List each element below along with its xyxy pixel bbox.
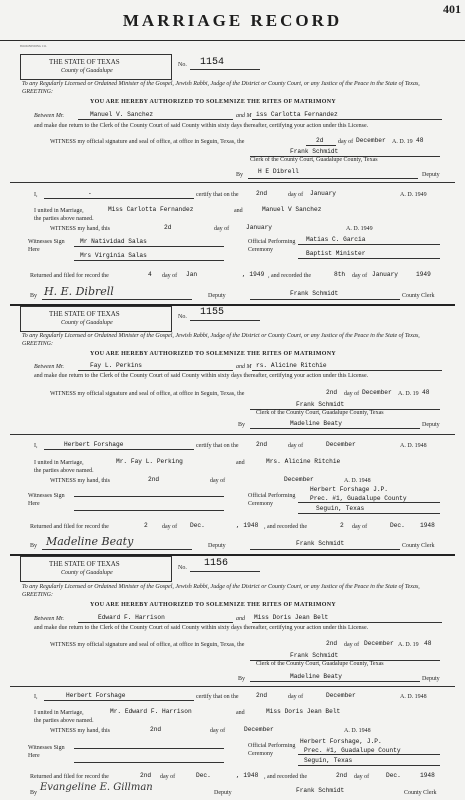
and-label: and bbox=[236, 616, 245, 622]
ret-day-of: day of bbox=[160, 774, 176, 780]
cert-i-label: I, bbox=[34, 443, 38, 449]
cert-ad: A. D. 1949 bbox=[400, 192, 427, 198]
returned-text: Returned and filed for record the bbox=[30, 273, 109, 279]
united-groom: Manuel V Sanchez bbox=[262, 206, 322, 213]
state-box bbox=[20, 54, 172, 80]
license-month: December bbox=[362, 389, 392, 396]
county-label: County of Guadalupe bbox=[61, 570, 113, 576]
county-clerk-label: County Clerk bbox=[404, 790, 437, 796]
deputy-name: H E Dibrell bbox=[258, 168, 299, 175]
record-number: 1154 bbox=[200, 57, 225, 68]
rec-month: January bbox=[372, 271, 398, 278]
cert-month: January bbox=[310, 190, 336, 197]
bride-name: rs. Alicine Ritchie bbox=[256, 362, 327, 369]
hand-ad: A. D. 1948 bbox=[344, 478, 371, 484]
united-text: I united in Marriage, bbox=[34, 710, 84, 716]
no-label: No. bbox=[178, 565, 187, 571]
hand-day: 2d bbox=[164, 224, 172, 231]
by-label: By bbox=[236, 172, 244, 178]
cert-ad: A. D. 1948 bbox=[400, 443, 427, 449]
and-label: and M bbox=[236, 364, 252, 370]
witness-line: WITNESS my official signature and seal of office, at office in Seguin, Texas, the bbox=[50, 642, 245, 648]
witnesses-label: Witnesses Sign Here bbox=[28, 745, 65, 759]
clerk-name: Frank Schmidt bbox=[296, 401, 345, 408]
official-line-2: Baptist Minister bbox=[306, 250, 366, 257]
return-instruction: and make due return to the Clerk of the County Court of said County within sixty days thereafter, certifying your action under this License. bbox=[34, 123, 369, 129]
groom-name: Manuel V. Sanchez bbox=[90, 111, 154, 118]
cert-month: December bbox=[326, 692, 356, 699]
parties-text: the parties above named. bbox=[34, 718, 94, 724]
united-and: and bbox=[236, 460, 245, 466]
official-line-2: Prec. #1, Guadalupe County bbox=[310, 495, 407, 502]
official-line-3: Seguin, Texas bbox=[316, 505, 365, 512]
ret-day: 4 bbox=[148, 271, 152, 278]
no-label: No. bbox=[178, 62, 187, 68]
united-text: I united in Marriage, bbox=[34, 460, 84, 466]
by2-label: By bbox=[30, 543, 38, 549]
cert-day-of: day of bbox=[288, 694, 304, 700]
rec-day: 2nd bbox=[336, 772, 348, 779]
authorized-heading: YOU ARE HEREBY AUTHORIZED TO SOLEMNIZE THE RITES OF MATRIMONY bbox=[90, 602, 336, 608]
license-day: 2nd bbox=[326, 389, 338, 396]
deputy2-label: Deputy bbox=[214, 790, 232, 796]
united-groom: Miss Doris Jean Belt bbox=[266, 708, 341, 715]
rec-day: 2 bbox=[340, 522, 344, 529]
united-text: I united in Marriage, bbox=[34, 208, 84, 214]
clerk-title: Clerk of the County Court, Guadalupe County, Texas bbox=[250, 157, 378, 163]
hand-day: 2nd bbox=[148, 476, 160, 483]
united-bride: Miss Carlotta Fernandez bbox=[108, 206, 194, 213]
cert-day: 2nd bbox=[256, 190, 268, 197]
bookbinder-imprint: BOOKBINDING CO. bbox=[20, 44, 47, 48]
by-label: By bbox=[238, 422, 246, 428]
official-line-2: Prec. #1, Guadalupe County bbox=[304, 747, 401, 754]
cert-day: 2nd bbox=[256, 441, 268, 448]
deputy-signature: Madeline Beaty bbox=[46, 535, 134, 548]
and-label: and M bbox=[236, 113, 252, 119]
state-label: THE STATE OF TEXAS bbox=[49, 560, 120, 568]
official-line-1: Herbert Forshage J.P. bbox=[310, 486, 388, 493]
rec-month: Dec. bbox=[386, 772, 401, 779]
cert-i-label: I, bbox=[34, 192, 38, 198]
county-clerk-name: Frank Schmidt bbox=[296, 787, 345, 794]
license-month: December bbox=[364, 640, 394, 647]
day-of-label: day of bbox=[338, 139, 354, 145]
page-number: 401 bbox=[443, 2, 461, 16]
county-label: County of Guadalupe bbox=[61, 68, 113, 74]
hand-day-of: day of bbox=[210, 728, 226, 734]
official-line-1: Matias C. Garcia bbox=[306, 236, 366, 243]
page-header bbox=[0, 0, 465, 41]
returned-text: Returned and filed for record the bbox=[30, 524, 109, 530]
hand-ad: A. D. 1948 bbox=[344, 728, 371, 734]
between-label: Between Mr. bbox=[34, 113, 64, 119]
cert-day: 2nd bbox=[256, 692, 268, 699]
hand-month: December bbox=[284, 476, 314, 483]
preamble: To any Regularly Licensed or Ordained Minister of the Gospel, Jewish Rabbi, Judge of the District or County Court, or any Justice of the Peace in the State of Texas, GREETING: bbox=[22, 333, 420, 347]
ret-year: , 1948 bbox=[236, 772, 259, 779]
day-of-label: day of bbox=[344, 391, 360, 397]
hand-month: December bbox=[244, 726, 274, 733]
cert-i-label: I, bbox=[34, 694, 38, 700]
ret-month: Dec. bbox=[190, 522, 205, 529]
hand-ad: A. D. 1949 bbox=[346, 226, 373, 232]
license-day: 2d bbox=[316, 137, 324, 144]
by2-label: By bbox=[30, 790, 38, 796]
deputy-label: Deputy bbox=[422, 422, 440, 428]
united-groom: Mrs. Alicine Ritchie bbox=[266, 458, 341, 465]
license-month: December bbox=[356, 137, 386, 144]
clerk-name: Frank Schmidt bbox=[290, 148, 339, 155]
ret-year: , 1948 bbox=[236, 522, 259, 529]
official-label: Official Performing Ceremony bbox=[248, 743, 296, 757]
witnesses-label: Witnesses Sign Here bbox=[28, 493, 65, 507]
witnesses-label: Witnesses Sign Here bbox=[28, 239, 65, 253]
state-box bbox=[20, 306, 172, 332]
cert-day-of: day of bbox=[288, 443, 304, 449]
by2-label: By bbox=[30, 293, 38, 299]
official-label: Official Performing Ceremony bbox=[248, 493, 296, 507]
recorded-text: , and recorded the bbox=[268, 273, 311, 279]
rec-day-of: day of bbox=[352, 524, 368, 530]
ad-label: A. D. 19 bbox=[392, 139, 413, 145]
license-year: 48 bbox=[416, 137, 424, 144]
state-label: THE STATE OF TEXAS bbox=[49, 58, 120, 66]
officiant-name: - bbox=[88, 190, 92, 197]
record-number: 1155 bbox=[200, 307, 225, 318]
county-clerk-label: County Clerk bbox=[402, 293, 435, 299]
parties-text: the parties above named. bbox=[34, 216, 94, 222]
authorized-heading: YOU ARE HEREBY AUTHORIZED TO SOLEMNIZE THE RITES OF MATRIMONY bbox=[90, 351, 336, 357]
ret-day-of: day of bbox=[162, 524, 178, 530]
day-of-label: day of bbox=[344, 642, 360, 648]
rec-day-of: day of bbox=[352, 273, 368, 279]
witness-hand: WITNESS my hand, this bbox=[50, 226, 110, 232]
rec-day: 8th bbox=[334, 271, 346, 278]
certify-text: certify that on the bbox=[196, 443, 239, 449]
state-label: THE STATE OF TEXAS bbox=[49, 310, 120, 318]
official-line-3: Seguin, Texas bbox=[304, 757, 353, 764]
clerk-title: Clerk of the County Court, Guadalupe County, Texas bbox=[256, 661, 384, 667]
witness-hand: WITNESS my hand, this bbox=[50, 478, 110, 484]
bride-name: Miss Doris Jean Belt bbox=[254, 614, 329, 621]
county-clerk-name: Frank Schmidt bbox=[290, 290, 339, 297]
preamble: To any Regularly Licensed or Ordained Minister of the Gospel, Jewish Rabbi, Judge of the District or County Court, or any Justice of the Peace in the State of Texas, GREETING: bbox=[22, 584, 420, 598]
officiant-name: Herbert Forshage bbox=[66, 692, 126, 699]
groom-name: Edward F. Harrison bbox=[98, 614, 165, 621]
county-clerk-label: County Clerk bbox=[402, 543, 435, 549]
deputy2-label: Deputy bbox=[208, 293, 226, 299]
cert-ad: A. D. 1948 bbox=[400, 694, 427, 700]
rec-year: 1949 bbox=[416, 271, 431, 278]
license-year: 48 bbox=[422, 389, 430, 396]
clerk-title: Clerk of the County Court, Guadalupe County, Texas bbox=[256, 410, 384, 416]
rec-month: Dec. bbox=[390, 522, 405, 529]
groom-name: Fay L. Perkins bbox=[90, 362, 142, 369]
license-day: 2nd bbox=[326, 640, 338, 647]
return-instruction: and make due return to the Clerk of the County Court of said County within sixty days thereafter, certifying your action under this License. bbox=[34, 625, 369, 631]
county-clerk-name: Frank Schmidt bbox=[296, 540, 345, 547]
officiant-name: Herbert Forshage bbox=[64, 441, 124, 448]
hand-month: January bbox=[246, 224, 272, 231]
state-box bbox=[20, 556, 172, 582]
cert-month: December bbox=[326, 441, 356, 448]
ad-label: A. D. 19 bbox=[398, 391, 419, 397]
ret-day: 2nd bbox=[140, 772, 152, 779]
between-label: Between Mr. bbox=[34, 616, 64, 622]
ret-year: , 1949 bbox=[242, 271, 265, 278]
authorized-heading: YOU ARE HEREBY AUTHORIZED TO SOLEMNIZE THE RITES OF MATRIMONY bbox=[90, 99, 336, 105]
cert-day-of: day of bbox=[288, 192, 304, 198]
witness-2: Mrs Virginia Salas bbox=[80, 252, 147, 259]
deputy-label: Deputy bbox=[422, 676, 440, 682]
by-label: By bbox=[238, 676, 246, 682]
recorded-text: , and recorded the bbox=[264, 774, 307, 780]
certify-text: certify that on the bbox=[196, 694, 239, 700]
ad-label: A. D. 19 bbox=[398, 642, 419, 648]
ret-month: Dec. bbox=[196, 772, 211, 779]
united-and: and bbox=[236, 710, 245, 716]
preamble: To any Regularly Licensed or Ordained Minister of the Gospel, Jewish Rabbi, Judge of the District or County Court, or any Justice of the Peace in the State of Texas, GREETING: bbox=[22, 81, 420, 95]
page-title: MARRIAGE RECORD bbox=[122, 11, 343, 30]
returned-text: Returned and filed for record the bbox=[30, 774, 109, 780]
rec-year: 1948 bbox=[420, 772, 435, 779]
recorded-text: , and recorded the bbox=[264, 524, 307, 530]
ret-month: Jan bbox=[186, 271, 198, 278]
parties-text: the parties above named. bbox=[34, 468, 94, 474]
witness-line: WITNESS my official signature and seal of office, at office in Seguin, Texas, the bbox=[50, 139, 245, 145]
license-year: 48 bbox=[424, 640, 432, 647]
bride-name: iss Carlotta Fernandez bbox=[256, 111, 338, 118]
deputy-name: Madeline Beaty bbox=[290, 673, 342, 680]
ret-day-of: day of bbox=[162, 273, 178, 279]
united-bride: Mr. Edward F. Harrison bbox=[110, 708, 192, 715]
witness-line: WITNESS my official signature and seal of office, at office in Seguin, Texas, the bbox=[50, 391, 245, 397]
record-number: 1156 bbox=[204, 558, 229, 569]
deputy-signature: H. E. Dibrell bbox=[44, 285, 114, 298]
official-line-1: Herbert Forshage, J.P. bbox=[300, 738, 382, 745]
no-label: No. bbox=[178, 314, 187, 320]
witness-1: Mr Natividad Salas bbox=[80, 238, 147, 245]
certify-text: certify that on the bbox=[196, 192, 239, 198]
hand-day: 2nd bbox=[150, 726, 162, 733]
hand-day-of: day of bbox=[214, 226, 230, 232]
hand-day-of: day of bbox=[210, 478, 226, 484]
united-and: and bbox=[234, 208, 243, 214]
deputy-label: Deputy bbox=[422, 172, 440, 178]
ret-day: 2 bbox=[144, 522, 148, 529]
official-label: Official Performing Ceremony bbox=[248, 239, 296, 253]
between-label: Between Mr. bbox=[34, 364, 64, 370]
deputy-signature: Evangeline E. Gillman bbox=[40, 782, 153, 793]
rec-year: 1948 bbox=[420, 522, 435, 529]
clerk-name: Frank Schmidt bbox=[290, 652, 339, 659]
rec-day-of: day of bbox=[354, 774, 370, 780]
witness-hand: WITNESS my hand, this bbox=[50, 728, 110, 734]
return-instruction: and make due return to the Clerk of the County Court of said County within sixty days thereafter, certifying your action under this License. bbox=[34, 373, 369, 379]
deputy2-label: Deputy bbox=[208, 543, 226, 549]
united-bride: Mr. Fay L. Perking bbox=[116, 458, 183, 465]
county-label: County of Guadalupe bbox=[61, 320, 113, 326]
deputy-name: Madeline Beaty bbox=[290, 420, 342, 427]
